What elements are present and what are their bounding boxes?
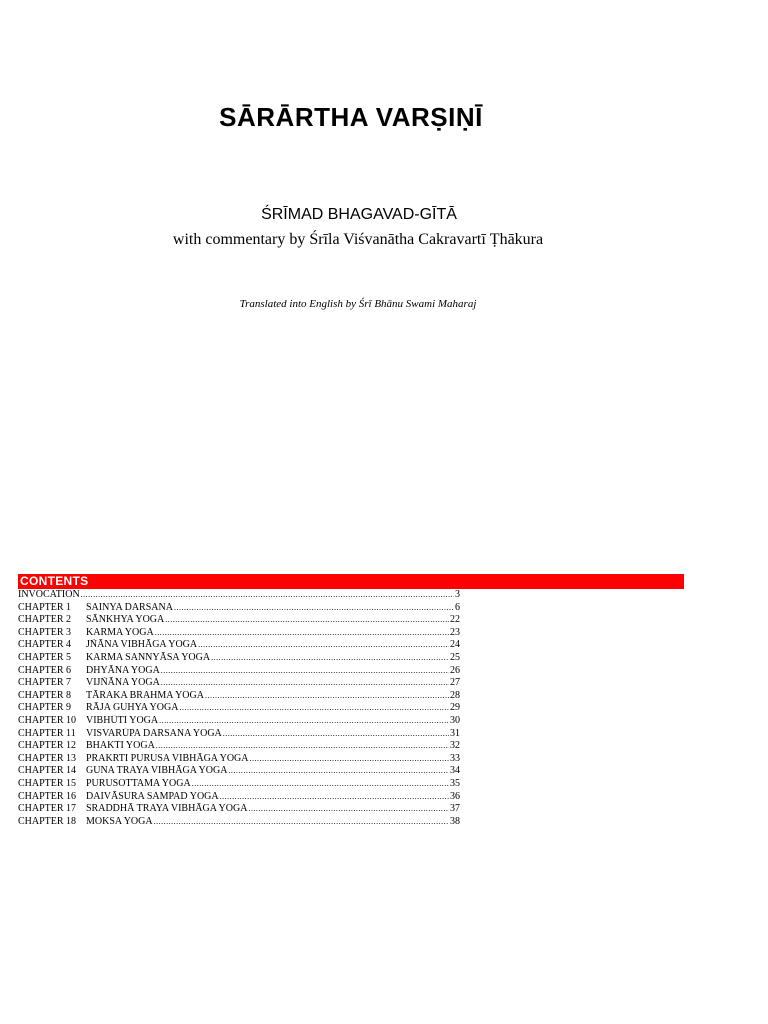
toc-entry-page: 24 [450, 639, 460, 651]
toc-entry-title: ŚAINYA DARSANA [86, 601, 173, 613]
toc-entry[interactable] [18, 627, 460, 640]
toc-entry[interactable] [18, 715, 460, 728]
toc-entry-title: PRAKRTI PURUSA VIBHĀGA YOGA [86, 752, 249, 764]
toc-entry-title: DHYĀNA YOGA [86, 664, 160, 676]
toc-entry[interactable] [18, 665, 460, 678]
toc-dot-leader [165, 614, 449, 627]
toc-entry-chapter: CHAPTER 5 [18, 651, 72, 663]
toc-entry[interactable] [18, 740, 460, 753]
toc-entry-chapter: CHAPTER 7 [18, 677, 72, 689]
toc-entry-title: RĀJA GUHYA YOGA [86, 702, 179, 714]
toc-dot-leader [205, 690, 449, 703]
toc-entry-page: 3 [455, 589, 460, 600]
toc-entry-chapter: CHAPTER 3 [18, 626, 72, 638]
toc-entry[interactable] [18, 602, 460, 615]
translator-credit: Translated into English by Śrī Bhānu Swami Maharaj [239, 298, 477, 310]
toc-entry-title: PURUSOTTAMA YOGA [86, 777, 191, 789]
toc-entry-page: 34 [450, 765, 460, 777]
toc-entry-page: 37 [450, 803, 460, 815]
toc-entry-page: 38 [450, 815, 460, 827]
toc-dot-leader [249, 753, 449, 766]
toc-entry[interactable] [18, 765, 460, 778]
toc-entry-chapter: INVOCATION [18, 589, 80, 600]
toc-entry[interactable] [18, 816, 460, 829]
toc-dot-leader [192, 778, 449, 791]
toc-entry-title: BHAKTI YOGA [86, 740, 155, 752]
toc-entry-chapter: CHAPTER 13 [18, 752, 77, 764]
toc-entry-page: 33 [450, 752, 460, 764]
toc-entry-page: 27 [450, 677, 460, 689]
toc-entry-chapter: CHAPTER 4 [18, 639, 72, 651]
contents-header: CONTENTS [18, 574, 684, 589]
toc-dot-leader [154, 816, 449, 829]
toc-entry-title: DAIVĀSURA SAMPAD YOGA [86, 790, 219, 802]
toc-entry[interactable] [18, 589, 460, 602]
toc-entry-title: KARMA YOGA [86, 626, 154, 638]
toc-entry-page: 35 [450, 777, 460, 789]
toc-entry-chapter: CHAPTER 11 [18, 727, 76, 739]
toc-entry[interactable] [18, 803, 460, 816]
toc-entry[interactable] [18, 778, 460, 791]
toc-entry[interactable] [18, 791, 460, 804]
toc-dot-leader [220, 791, 449, 804]
toc-entry-chapter: CHAPTER 9 [18, 702, 72, 714]
toc-entry-chapter: CHAPTER 14 [18, 765, 77, 777]
toc-entry[interactable] [18, 702, 460, 715]
toc-dot-leader [161, 665, 449, 678]
toc-entry-title: VIJÑĀNA YOGA [86, 677, 160, 689]
toc-dot-leader [174, 602, 454, 615]
toc-entry-title: TĀRAKA BRAHMA YOGA [86, 689, 204, 701]
commentary-credit: with commentary by Śrīla Viśvanātha Cakravartī Ṭhākura [172, 231, 544, 248]
toc-dot-leader [156, 740, 449, 753]
toc-entry[interactable] [18, 753, 460, 766]
toc-entry-page: 28 [450, 689, 460, 701]
toc-entry[interactable] [18, 677, 460, 690]
toc-entry-chapter: CHAPTER 12 [18, 740, 77, 752]
toc-entry-title: JÑĀNA VIBHĀGA YOGA [86, 639, 198, 651]
document-title: SĀRĀRTHA VARṢIṆĪ [219, 102, 483, 132]
toc-entry-page: 6 [455, 601, 460, 613]
toc-dot-leader [81, 589, 454, 602]
toc-entry[interactable] [18, 728, 460, 741]
toc-dot-leader [248, 803, 449, 816]
document-subtitle: ŚRĪMAD BHAGAVAD-GĪTĀ [261, 206, 457, 223]
toc-dot-leader [161, 677, 449, 690]
toc-entry[interactable] [18, 690, 460, 703]
toc-entry-page: 23 [450, 626, 460, 638]
toc-entry-chapter: CHAPTER 1 [18, 601, 72, 613]
toc-entry-page: 31 [450, 727, 460, 739]
toc-entry-title: VISVARŪPA DARSANA YOGA [86, 727, 222, 739]
toc-list [18, 589, 460, 828]
table-of-contents [18, 574, 684, 828]
toc-dot-leader [155, 627, 449, 640]
toc-dot-leader [179, 702, 449, 715]
toc-dot-leader [198, 639, 449, 652]
toc-entry-title: KARMA SANNYĀSA YOGA [86, 651, 211, 663]
toc-entry-page: 32 [450, 740, 460, 752]
toc-entry-title: MOKSA YOGA [86, 815, 153, 827]
toc-entry-page: 30 [450, 714, 460, 726]
toc-entry-title: ŚRADDHĀ TRAYA VIBHĀGA YOGA [86, 803, 248, 815]
toc-entry-chapter: CHAPTER 17 [18, 803, 77, 815]
toc-entry[interactable] [18, 639, 460, 652]
toc-entry-page: 25 [450, 651, 460, 663]
toc-entry-chapter: CHAPTER 8 [18, 689, 72, 701]
toc-dot-leader [228, 765, 449, 778]
toc-dot-leader [159, 715, 449, 728]
toc-entry-title: GUNA TRAYA VIBHĀGA YOGA [86, 765, 228, 777]
toc-entry-chapter: CHAPTER 10 [18, 714, 77, 726]
toc-entry-page: 22 [450, 614, 460, 626]
toc-entry-title: SĀNKHYA YOGA [86, 614, 165, 626]
toc-entry[interactable] [18, 652, 460, 665]
toc-entry-chapter: CHAPTER 2 [18, 614, 72, 626]
toc-entry-chapter: CHAPTER 6 [18, 664, 72, 676]
toc-entry[interactable] [18, 614, 460, 627]
toc-entry-chapter: CHAPTER 16 [18, 790, 77, 802]
toc-entry-page: 36 [450, 790, 460, 802]
toc-dot-leader [223, 728, 449, 741]
toc-entry-page: 26 [450, 664, 460, 676]
toc-entry-title: VIBHŪTI YOGA [86, 714, 159, 726]
toc-entry-chapter: CHAPTER 18 [18, 815, 77, 827]
toc-entry-chapter: CHAPTER 15 [18, 777, 77, 789]
toc-entry-page: 29 [450, 702, 460, 714]
toc-dot-leader [211, 652, 449, 665]
